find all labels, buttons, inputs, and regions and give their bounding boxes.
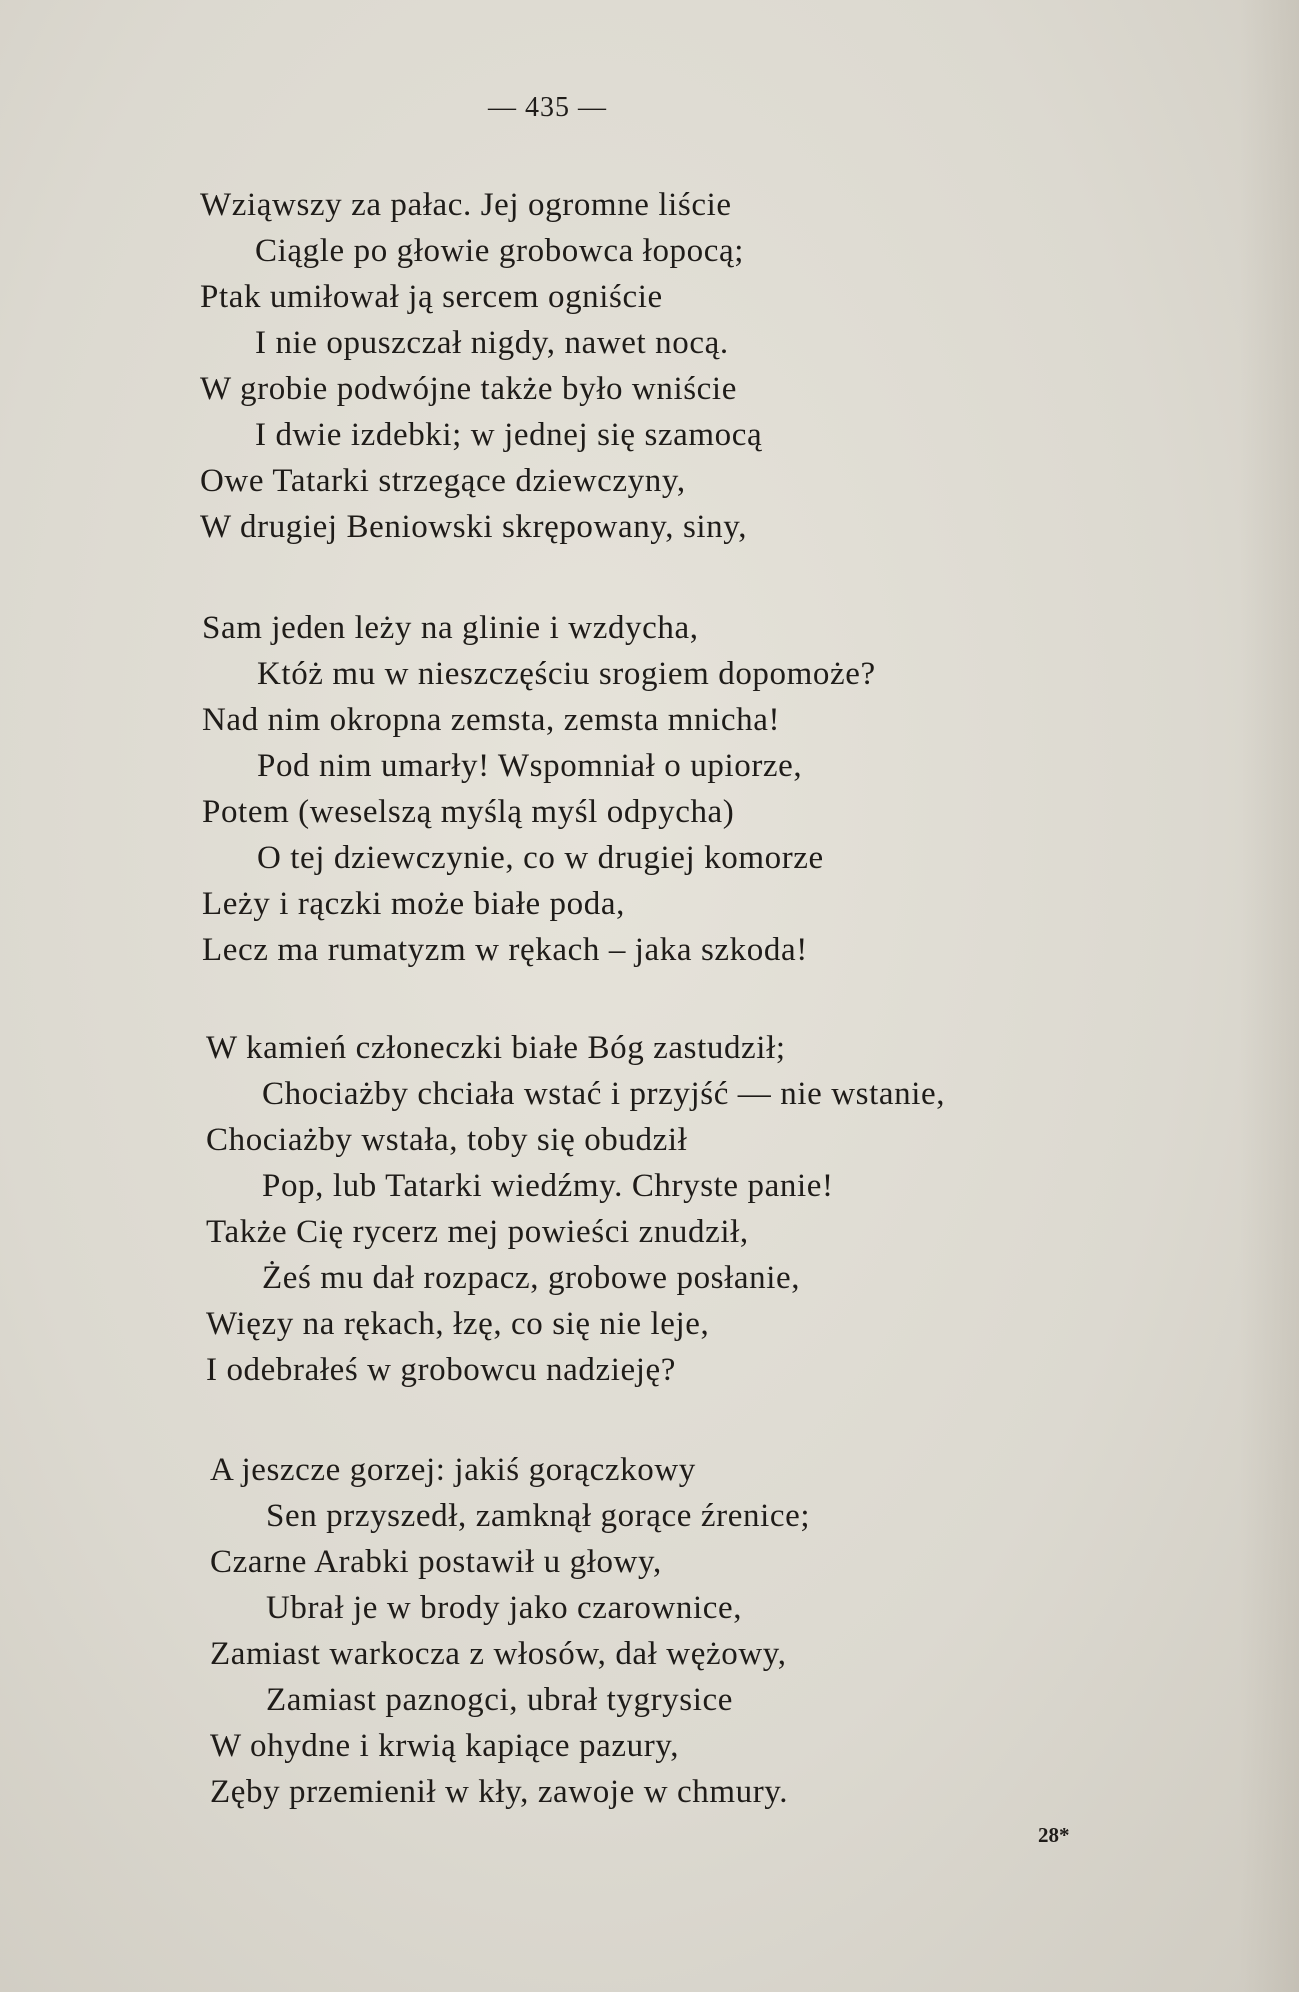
verse-line: Zęby przemienił w kły, zawoje w chmury.	[210, 1774, 789, 1810]
printer-signature-mark: 28*	[1038, 1823, 1070, 1847]
verse-line: I dwie izdebki; w jednej się szamocą	[255, 417, 763, 453]
verse-line: Zamiast warkocza z włosów, dał wężowy,	[210, 1636, 787, 1672]
verse-line: W kamień członeczki białe Bóg zastudził;	[206, 1030, 786, 1066]
verse-line: Wziąwszy za pałac. Jej ogromne liście	[200, 187, 732, 223]
verse-line: Potem (weselszą myślą myśl odpycha)	[202, 794, 735, 830]
page-number-text: — 435 —	[488, 92, 607, 123]
verse-line: Chociażby wstała, toby się obudził	[206, 1122, 688, 1158]
verse-line: Ciągle po głowie grobowca łopocą;	[255, 233, 745, 269]
verse-line: Chociażby chciała wstać i przyjść — nie wstanie,	[262, 1076, 946, 1112]
verse-line: Któż mu w nieszczęściu srogiem dopomoże?	[257, 656, 876, 692]
verse-line: W grobie podwójne także było wniście	[200, 371, 737, 407]
verse-line: Czarne Arabki postawił u głowy,	[210, 1544, 662, 1580]
verse-line: Więzy na rękach, łzę, co się nie leje,	[206, 1306, 710, 1342]
verse-line: Także Cię rycerz mej powieści znudził,	[206, 1214, 749, 1250]
verse-line: Ptak umiłował ją sercem ogniście	[200, 279, 663, 315]
verse-line: Zamiast paznogci, ubrał tygrysice	[266, 1682, 733, 1718]
verse-line: Pod nim umarły! Wspomniał o upiorze,	[257, 748, 803, 784]
verse-line: O tej dziewczynie, co w drugiej komorze	[257, 840, 824, 876]
page-edge-shadow	[1240, 0, 1299, 1992]
verse-line: W ohydne i krwią kapiące pazury,	[210, 1728, 680, 1764]
verse-line: Owe Tatarki strzegące dziewczyny,	[200, 463, 686, 499]
verse-line: Żeś mu dał rozpacz, grobowe posłanie,	[262, 1260, 801, 1296]
verse-line: A jeszcze gorzej: jakiś gorączkowy	[210, 1452, 696, 1488]
verse-line: Pop, lub Tatarki wiedźmy. Chryste panie!	[262, 1168, 834, 1204]
verse-line: Sen przyszedł, zamknął gorące źrenice;	[266, 1498, 811, 1534]
verse-line: Nad nim okropna zemsta, zemsta mnicha!	[202, 702, 781, 738]
verse-line: W drugiej Beniowski skrępowany, siny,	[200, 509, 748, 545]
verse-line: I odebrałeś w grobowcu nadzieję?	[206, 1352, 677, 1388]
verse-line: Leży i rączki może białe poda,	[202, 886, 625, 922]
verse-line: Sam jeden leży na glinie i wzdycha,	[202, 610, 699, 646]
verse-line: Ubrał je w brody jako czarownice,	[266, 1590, 743, 1626]
verse-line: Lecz ma rumatyzm w rękach – jaka szkoda!	[202, 932, 808, 968]
verse-line: I nie opuszczał nigdy, nawet nocą.	[255, 325, 729, 361]
